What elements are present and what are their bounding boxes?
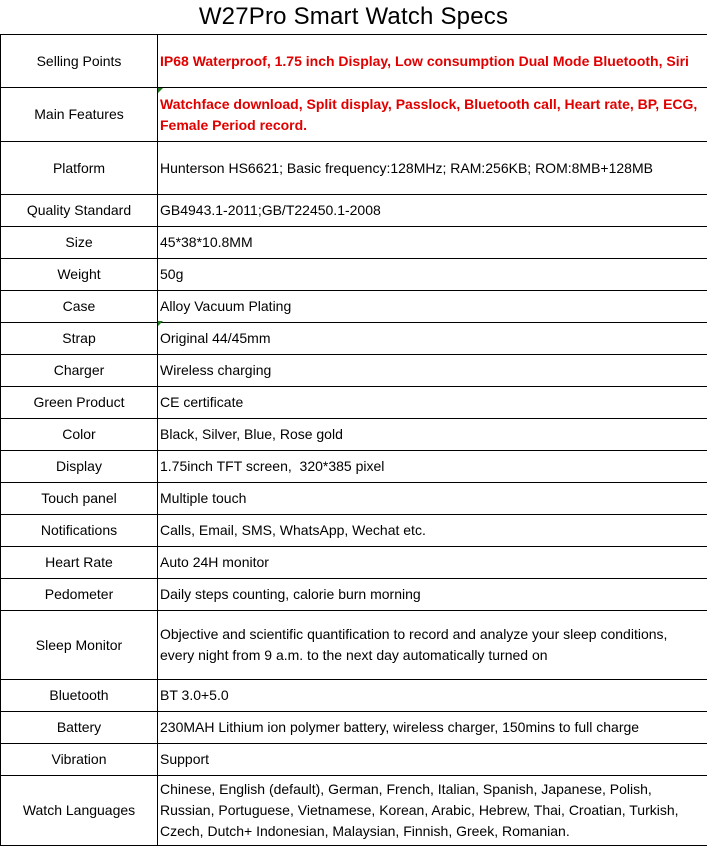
spec-label: Color	[1, 419, 158, 451]
spec-value: Daily steps counting, calorie burn morning	[158, 579, 707, 611]
spec-label: Bluetooth	[1, 680, 158, 712]
spec-value: 45*38*10.8MM	[158, 227, 707, 259]
spec-value: Calls, Email, SMS, WhatsApp, Wechat etc.	[158, 515, 707, 547]
spec-row-display	[1, 451, 707, 483]
spec-value: Black, Silver, Blue, Rose gold	[158, 419, 707, 451]
spec-label: Strap	[1, 323, 158, 355]
spec-value: Wireless charging	[158, 355, 707, 387]
spec-row-vibration	[1, 744, 707, 776]
spec-label: Weight	[1, 259, 158, 291]
spec-value: Support	[158, 744, 707, 776]
spec-value: Chinese, English (default), German, French, Italian, Spanish, Japanese, Polish, Russian, Portuguese, Vietnamese, Korean, Arabic, Hebrew, Thai, Croatian, Turkish, Czech, Dutch+ Indonesian, Malaysian, Finnish, Greek, Romanian.	[158, 776, 707, 846]
spec-row-weight	[1, 259, 707, 291]
spec-label: Pedometer	[1, 579, 158, 611]
specs-table	[0, 34, 707, 846]
spec-row-charger	[1, 355, 707, 387]
spec-label: Touch panel	[1, 483, 158, 515]
spec-label: Green Product	[1, 387, 158, 419]
spec-label: Case	[1, 291, 158, 323]
spec-value: 230MAH Lithium ion polymer battery, wireless charger, 150mins to full charge	[158, 712, 707, 744]
spec-value: Multiple touch	[158, 483, 707, 515]
spec-value: Objective and scientific quantification to record and analyze your sleep conditions, every night from 9 a.m. to the next day automatically turned on	[158, 611, 707, 680]
cell-marker	[158, 88, 163, 93]
spec-label: Main Features	[1, 88, 158, 142]
sheet-title: W27Pro Smart Watch Specs	[0, 0, 707, 35]
spec-label: Heart Rate	[1, 547, 158, 579]
spec-value: BT 3.0+5.0	[158, 680, 707, 712]
spec-row-main-features	[1, 88, 707, 142]
spec-value: Alloy Vacuum Plating	[158, 291, 707, 323]
spec-value: 50g	[158, 259, 707, 291]
cell-marker	[158, 321, 163, 326]
spec-row-strap	[1, 323, 707, 355]
spec-row-watch-languages	[1, 776, 707, 846]
spec-label: Vibration	[1, 744, 158, 776]
spec-label: Size	[1, 227, 158, 259]
spec-row-touch-panel	[1, 483, 707, 515]
spec-value: GB4943.1-2011;GB/T22450.1-2008	[158, 195, 707, 227]
spec-value: Auto 24H monitor	[158, 547, 707, 579]
spec-label: Watch Languages	[1, 776, 158, 846]
spec-row-sleep-monitor	[1, 611, 707, 680]
spec-row-quality-standard	[1, 195, 707, 227]
spec-label: Display	[1, 451, 158, 483]
spec-row-color	[1, 419, 707, 451]
spec-row-notifications	[1, 515, 707, 547]
spec-value: 1.75inch TFT screen, 320*385 pixel	[158, 451, 707, 483]
spec-value: Original 44/45mm	[158, 323, 707, 355]
spec-label: Sleep Monitor	[1, 611, 158, 680]
spec-value: CE certificate	[158, 387, 707, 419]
spec-label: Platform	[1, 142, 158, 195]
spec-row-green-product	[1, 387, 707, 419]
spec-row-pedometer	[1, 579, 707, 611]
spec-label: Notifications	[1, 515, 158, 547]
spec-row-selling-points	[1, 35, 707, 88]
spec-row-platform	[1, 142, 707, 195]
spec-label: Charger	[1, 355, 158, 387]
spec-row-size	[1, 227, 707, 259]
spec-row-case	[1, 291, 707, 323]
spec-value: Watchface download, Split display, Passlock, Bluetooth call, Heart rate, BP, ECG, Female Period record.	[158, 88, 707, 142]
spec-label: Quality Standard	[1, 195, 158, 227]
spec-value: IP68 Waterproof, 1.75 inch Display, Low consumption Dual Mode Bluetooth, Siri	[158, 35, 707, 88]
spec-row-battery	[1, 712, 707, 744]
spec-label: Selling Points	[1, 35, 158, 88]
spec-label: Battery	[1, 712, 158, 744]
spec-value: Hunterson HS6621; Basic frequency:128MHz; RAM:256KB; ROM:8MB+128MB	[158, 142, 707, 195]
spec-row-heart-rate	[1, 547, 707, 579]
spec-row-bluetooth	[1, 680, 707, 712]
